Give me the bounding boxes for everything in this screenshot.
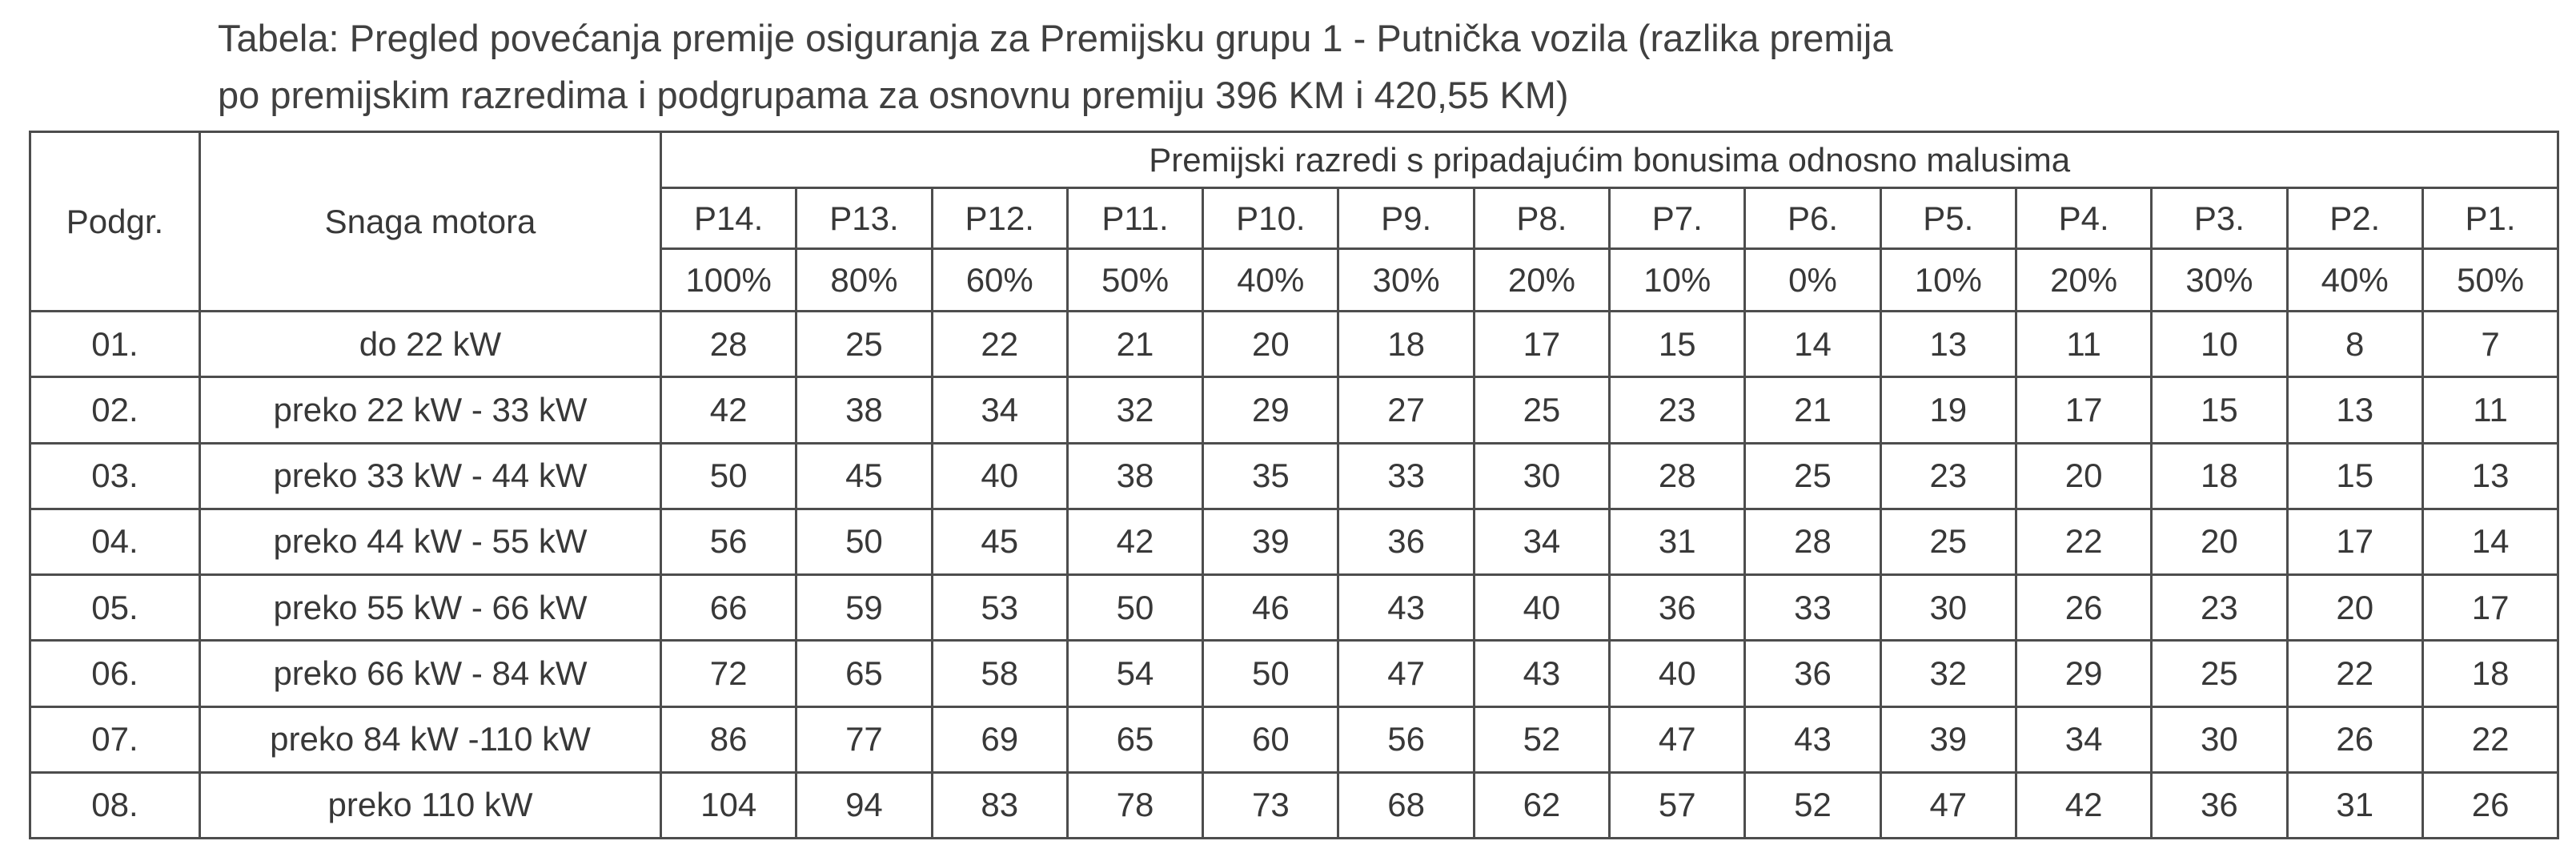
- table-title: [218, 10, 1893, 123]
- header-premium-class: P13.: [796, 188, 932, 249]
- header-bonus-percent: 10%: [1610, 249, 1745, 312]
- cell-premium-value: 22: [2422, 706, 2558, 772]
- cell-premium-value: 50: [1203, 641, 1338, 706]
- header-bonus-percent: 40%: [2287, 249, 2422, 312]
- table-row: [30, 641, 2558, 706]
- header-premium-class: P6.: [1745, 188, 1880, 249]
- header-premium-class: P11.: [1067, 188, 1202, 249]
- cell-premium-value: 72: [661, 641, 796, 706]
- cell-premium-value: 13: [2422, 443, 2558, 509]
- header-premium-class: P5.: [1880, 188, 2016, 249]
- cell-premium-value: 18: [1338, 312, 1474, 377]
- table-title-line-1: Tabela: Pregled povećanja premije osiguranja za Premijsku grupu 1 - Putnička vozila (razlika premija: [218, 17, 1893, 59]
- cell-premium-value: 33: [1338, 443, 1474, 509]
- cell-premium-value: 23: [1880, 443, 2016, 509]
- cell-premium-value: 43: [1474, 641, 1609, 706]
- cell-premium-value: 68: [1338, 772, 1474, 838]
- header-premium-class: P12.: [932, 188, 1067, 249]
- cell-premium-value: 20: [2016, 443, 2151, 509]
- header-bonus-percent: 40%: [1203, 249, 1338, 312]
- table-row: [30, 443, 2558, 509]
- cell-snaga-motora: preko 44 kW - 55 kW: [200, 509, 661, 574]
- header-bonus-percent: 20%: [1474, 249, 1609, 312]
- cell-premium-value: 46: [1203, 575, 1338, 641]
- cell-snaga-motora: do 22 kW: [200, 312, 661, 377]
- cell-premium-value: 21: [1745, 377, 1880, 443]
- cell-premium-value: 26: [2422, 772, 2558, 838]
- cell-premium-value: 30: [2152, 706, 2287, 772]
- cell-premium-value: 23: [1610, 377, 1745, 443]
- cell-premium-value: 56: [661, 509, 796, 574]
- cell-premium-value: 34: [2016, 706, 2151, 772]
- cell-snaga-motora: preko 22 kW - 33 kW: [200, 377, 661, 443]
- cell-premium-value: 40: [1610, 641, 1745, 706]
- cell-premium-value: 86: [661, 706, 796, 772]
- header-premium-classes-span: Premijski razredi s pripadajućim bonusima odnosno malusima: [661, 132, 2558, 188]
- cell-premium-value: 25: [1474, 377, 1609, 443]
- cell-podgr: 01.: [30, 312, 200, 377]
- cell-premium-value: 50: [1067, 575, 1202, 641]
- cell-premium-value: 18: [2422, 641, 2558, 706]
- header-bonus-percent: 30%: [1338, 249, 1474, 312]
- header-premium-class: P14.: [661, 188, 796, 249]
- table-row: [30, 312, 2558, 377]
- cell-premium-value: 35: [1203, 443, 1338, 509]
- cell-premium-value: 38: [1067, 443, 1202, 509]
- header-bonus-percent: 80%: [796, 249, 932, 312]
- cell-premium-value: 69: [932, 706, 1067, 772]
- cell-premium-value: 77: [796, 706, 932, 772]
- cell-premium-value: 15: [1610, 312, 1745, 377]
- cell-premium-value: 73: [1203, 772, 1338, 838]
- header-bonus-percent: 30%: [2152, 249, 2287, 312]
- cell-premium-value: 17: [2422, 575, 2558, 641]
- header-premium-class: P2.: [2287, 188, 2422, 249]
- header-premium-class: P7.: [1610, 188, 1745, 249]
- cell-premium-value: 50: [796, 509, 932, 574]
- cell-premium-value: 42: [2016, 772, 2151, 838]
- cell-premium-value: 32: [1067, 377, 1202, 443]
- header-bonus-percent: 0%: [1745, 249, 1880, 312]
- cell-snaga-motora: preko 110 kW: [200, 772, 661, 838]
- cell-premium-value: 62: [1474, 772, 1609, 838]
- header-premium-class: P9.: [1338, 188, 1474, 249]
- cell-premium-value: 17: [1474, 312, 1609, 377]
- header-bonus-percent: 60%: [932, 249, 1067, 312]
- cell-premium-value: 39: [1203, 509, 1338, 574]
- header-bonus-percent: 50%: [2422, 249, 2558, 312]
- cell-snaga-motora: preko 66 kW - 84 kW: [200, 641, 661, 706]
- cell-premium-value: 60: [1203, 706, 1338, 772]
- cell-podgr: 08.: [30, 772, 200, 838]
- cell-premium-value: 13: [1880, 312, 2016, 377]
- header-bonus-percent: 10%: [1880, 249, 2016, 312]
- cell-premium-value: 26: [2287, 706, 2422, 772]
- cell-premium-value: 18: [2152, 443, 2287, 509]
- cell-podgr: 02.: [30, 377, 200, 443]
- cell-podgr: 03.: [30, 443, 200, 509]
- cell-premium-value: 42: [661, 377, 796, 443]
- cell-premium-value: 21: [1067, 312, 1202, 377]
- header-premium-class: P10.: [1203, 188, 1338, 249]
- header-podgr: Podgr.: [30, 132, 200, 312]
- table-row: [30, 377, 2558, 443]
- cell-premium-value: 17: [2287, 509, 2422, 574]
- table-row: [30, 575, 2558, 641]
- table-row: [30, 772, 2558, 838]
- cell-premium-value: 57: [1610, 772, 1745, 838]
- cell-snaga-motora: preko 33 kW - 44 kW: [200, 443, 661, 509]
- cell-premium-value: 53: [932, 575, 1067, 641]
- cell-premium-value: 14: [2422, 509, 2558, 574]
- cell-premium-value: 43: [1745, 706, 1880, 772]
- cell-premium-value: 10: [2152, 312, 2287, 377]
- cell-premium-value: 27: [1338, 377, 1474, 443]
- cell-premium-value: 52: [1745, 772, 1880, 838]
- cell-podgr: 07.: [30, 706, 200, 772]
- table-title-line-2: po premijskim razredima i podgrupama za osnovnu premiju 396 KM i 420,55 KM): [218, 74, 1569, 116]
- cell-premium-value: 19: [1880, 377, 2016, 443]
- cell-premium-value: 31: [2287, 772, 2422, 838]
- cell-premium-value: 40: [1474, 575, 1609, 641]
- cell-premium-value: 14: [1745, 312, 1880, 377]
- cell-premium-value: 7: [2422, 312, 2558, 377]
- cell-premium-value: 25: [1880, 509, 2016, 574]
- cell-premium-value: 17: [2016, 377, 2151, 443]
- cell-premium-value: 15: [2152, 377, 2287, 443]
- cell-premium-value: 40: [932, 443, 1067, 509]
- cell-premium-value: 20: [1203, 312, 1338, 377]
- table-row: [30, 509, 2558, 574]
- cell-premium-value: 28: [1745, 509, 1880, 574]
- cell-premium-value: 8: [2287, 312, 2422, 377]
- cell-premium-value: 38: [796, 377, 932, 443]
- cell-premium-value: 94: [796, 772, 932, 838]
- cell-premium-value: 52: [1474, 706, 1609, 772]
- cell-premium-value: 66: [661, 575, 796, 641]
- cell-premium-value: 20: [2152, 509, 2287, 574]
- cell-premium-value: 25: [2152, 641, 2287, 706]
- cell-premium-value: 65: [1067, 706, 1202, 772]
- cell-premium-value: 30: [1474, 443, 1609, 509]
- cell-premium-value: 23: [2152, 575, 2287, 641]
- cell-podgr: 06.: [30, 641, 200, 706]
- cell-snaga-motora: preko 84 kW -110 kW: [200, 706, 661, 772]
- cell-premium-value: 20: [2287, 575, 2422, 641]
- cell-premium-value: 36: [1338, 509, 1474, 574]
- cell-premium-value: 50: [661, 443, 796, 509]
- cell-premium-value: 36: [2152, 772, 2287, 838]
- cell-premium-value: 13: [2287, 377, 2422, 443]
- cell-premium-value: 56: [1338, 706, 1474, 772]
- cell-premium-value: 65: [796, 641, 932, 706]
- cell-premium-value: 22: [2016, 509, 2151, 574]
- cell-premium-value: 22: [932, 312, 1067, 377]
- cell-premium-value: 25: [1745, 443, 1880, 509]
- header-premium-class: P3.: [2152, 188, 2287, 249]
- cell-premium-value: 36: [1745, 641, 1880, 706]
- premium-increase-table: [29, 131, 2559, 839]
- cell-premium-value: 47: [1880, 772, 2016, 838]
- cell-premium-value: 31: [1610, 509, 1745, 574]
- cell-snaga-motora: preko 55 kW - 66 kW: [200, 575, 661, 641]
- cell-premium-value: 26: [2016, 575, 2151, 641]
- cell-podgr: 04.: [30, 509, 200, 574]
- cell-premium-value: 45: [796, 443, 932, 509]
- header-bonus-percent: 100%: [661, 249, 796, 312]
- cell-premium-value: 54: [1067, 641, 1202, 706]
- cell-premium-value: 11: [2422, 377, 2558, 443]
- cell-premium-value: 28: [661, 312, 796, 377]
- cell-premium-value: 15: [2287, 443, 2422, 509]
- cell-premium-value: 34: [1474, 509, 1609, 574]
- table-row: [30, 706, 2558, 772]
- header-premium-class: P8.: [1474, 188, 1609, 249]
- cell-premium-value: 25: [796, 312, 932, 377]
- cell-premium-value: 39: [1880, 706, 2016, 772]
- cell-premium-value: 58: [932, 641, 1067, 706]
- cell-premium-value: 104: [661, 772, 796, 838]
- cell-premium-value: 11: [2016, 312, 2151, 377]
- cell-premium-value: 32: [1880, 641, 2016, 706]
- cell-premium-value: 43: [1338, 575, 1474, 641]
- cell-premium-value: 78: [1067, 772, 1202, 838]
- cell-premium-value: 29: [2016, 641, 2151, 706]
- cell-podgr: 05.: [30, 575, 200, 641]
- cell-premium-value: 47: [1610, 706, 1745, 772]
- cell-premium-value: 22: [2287, 641, 2422, 706]
- cell-premium-value: 29: [1203, 377, 1338, 443]
- cell-premium-value: 34: [932, 377, 1067, 443]
- header-premium-class: P1.: [2422, 188, 2558, 249]
- header-snaga-motora: Snaga motora: [200, 132, 661, 312]
- cell-premium-value: 42: [1067, 509, 1202, 574]
- header-bonus-percent: 50%: [1067, 249, 1202, 312]
- cell-premium-value: 33: [1745, 575, 1880, 641]
- cell-premium-value: 59: [796, 575, 932, 641]
- cell-premium-value: 28: [1610, 443, 1745, 509]
- cell-premium-value: 47: [1338, 641, 1474, 706]
- cell-premium-value: 45: [932, 509, 1067, 574]
- cell-premium-value: 36: [1610, 575, 1745, 641]
- cell-premium-value: 30: [1880, 575, 2016, 641]
- header-premium-class: P4.: [2016, 188, 2151, 249]
- header-bonus-percent: 20%: [2016, 249, 2151, 312]
- cell-premium-value: 83: [932, 772, 1067, 838]
